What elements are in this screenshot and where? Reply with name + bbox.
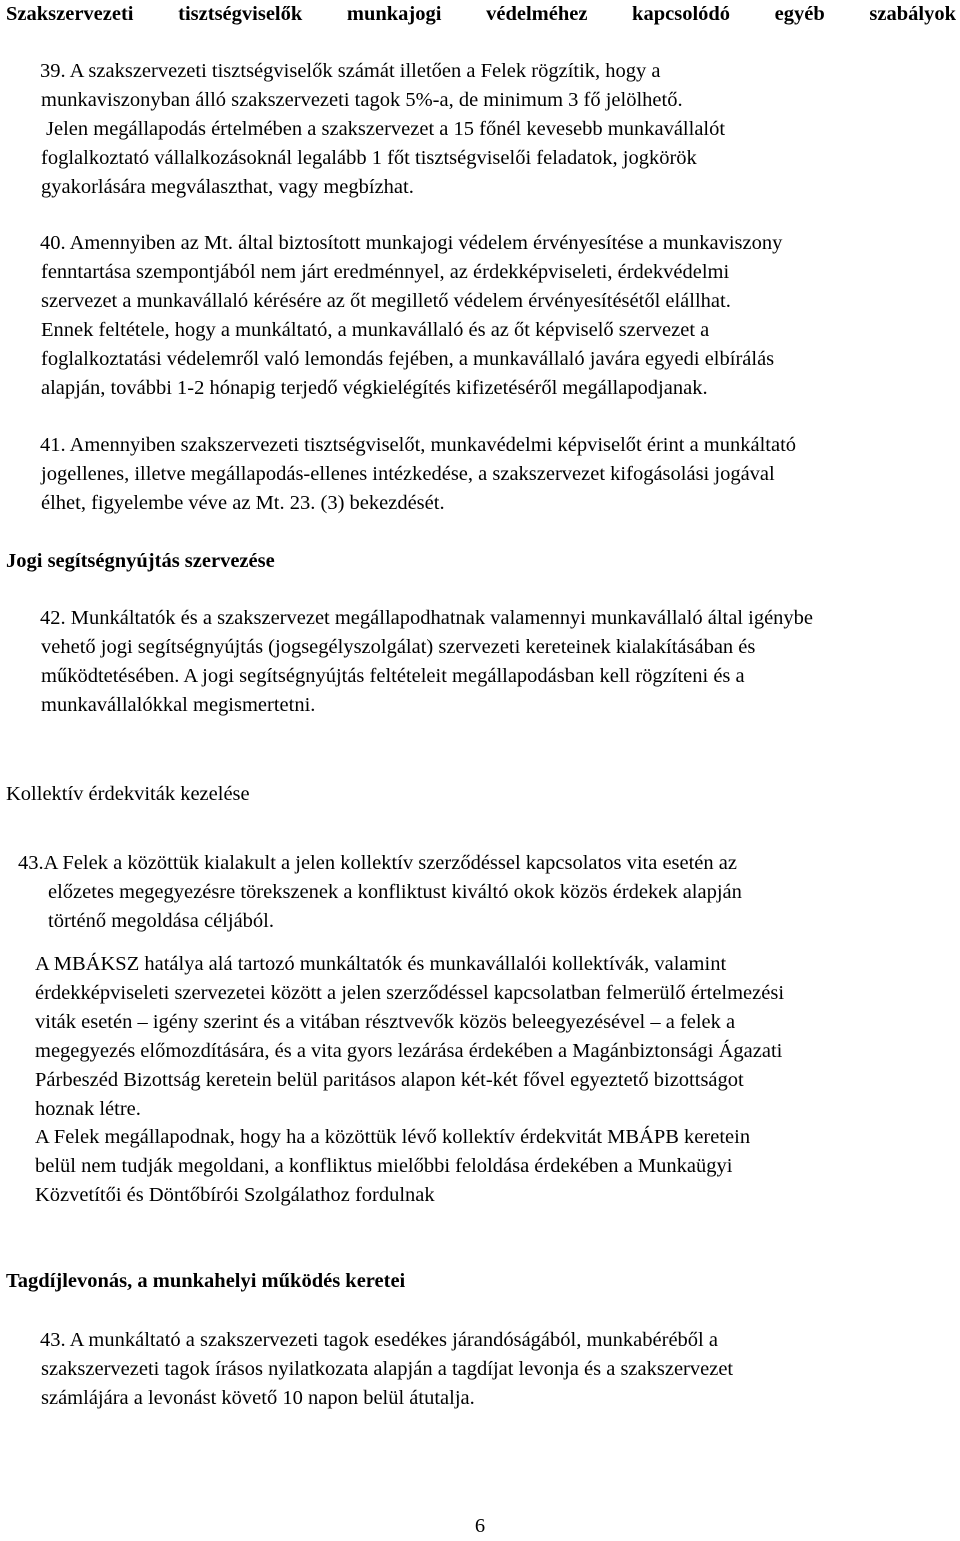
paragraph-felek-agreement: [35, 1123, 956, 1210]
paragraph-dues-line-2: szakszervezeti tagok írásos nyilatkozata alapján a tagdíjat levonja és a szakszervezet: [41, 1358, 734, 1380]
paragraph-39-line-2: munkaviszonyban álló szakszervezeti tagok 5%-a, de minimum 3 fő jelölhető.: [41, 89, 683, 111]
section-heading-dues-deduction: Tagdíjlevonás, a munkahelyi működés keretei: [6, 1270, 406, 1292]
paragraph-40: [6, 229, 956, 403]
paragraph-mbaksz-line-1: A MBÁKSZ hatálya alá tartozó munkáltatók és munkavállalói kollektívák, valamint: [35, 953, 727, 975]
section-heading-collective-disputes: Kollektív érdekviták kezelése: [6, 783, 250, 805]
paragraph-mbaksz: [35, 950, 956, 1124]
paragraph-43-number: 43.: [18, 852, 44, 874]
section-heading-legal-aid: Jogi segítségnyújtás szervezése: [6, 550, 275, 572]
paragraph-42-line-1: 42. Munkáltatók és a szakszervezet megállapodhatnak valamennyi munkavállaló által igénybe: [40, 607, 814, 629]
paragraph-42-line-4: munkavállalókkal megismertetni.: [41, 694, 316, 716]
paragraph-43-line-1: [18, 849, 956, 878]
section-heading-union-officials: Szakszervezeti tisztségviselők munkajogi védelméhez kapcsolódó egyéb szabályok: [6, 3, 956, 25]
paragraph-40-line-1: 40. Amennyiben az Mt. által biztosított munkajogi védelem érvényesítése a munkaviszony: [40, 232, 783, 254]
paragraph-mbaksz-line-3: viták esetén – igény szerint és a vitában résztvevők közös beleegyezésével – a felek a: [35, 1011, 736, 1033]
paragraph-felek-line-3: Közvetítői és Döntőbírói Szolgálathoz fordulnak: [35, 1184, 435, 1206]
paragraph-41-line-3: élhet, figyelembe véve az Mt. 23. (3) bekezdését.: [41, 492, 445, 514]
paragraph-42: [6, 604, 956, 720]
paragraph-39-line-4: foglalkoztató vállalkozásoknál legalább 1 főt tisztségviselői feladatok, jogkörök: [41, 147, 697, 169]
paragraph-42-line-3: működtetésében. A jogi segítségnyújtás feltételeit megállapodásban kell rögzíteni és a: [41, 665, 745, 687]
paragraph-felek-line-1: A Felek megállapodnak, hogy ha a közöttük lévő kollektív érdekvitát MBÁPB keretein: [35, 1126, 751, 1148]
paragraph-41: [6, 431, 956, 518]
paragraph-41-line-2: jogellenes, illetve megállapodás-ellenes intézkedése, a szakszervezet kifogásolási jogával: [41, 463, 775, 485]
paragraph-mbaksz-line-5: Párbeszéd Bizottság keretein belül paritásos alapon két-két fővel egyeztető bizottságot: [35, 1069, 744, 1091]
paragraph-felek-line-2: belül nem tudják megoldani, a konfliktus mielőbbi feloldása érdekében a Munkaügyi: [35, 1155, 733, 1177]
paragraph-mbaksz-line-4: megegyezés előmozdítására, és a vita gyors lezárása érdekében a Magánbiztonsági Ágazati: [35, 1040, 783, 1062]
paragraph-dues-line-3: számlájára a levonást követő 10 napon belül átutalja.: [41, 1387, 475, 1409]
paragraph-41-line-1: 41. Amennyiben szakszervezeti tisztségviselőt, munkavédelmi képviselőt érint a munkáltató: [40, 434, 797, 456]
paragraph-dues-line-1: 43. A munkáltató a szakszervezeti tagok esedékes járandóságából, munkabéréből a: [40, 1329, 718, 1351]
paragraph-43-line-2: előzetes megegyezésre törekszenek a konfliktust kiváltó okok közös érdekek alapján: [48, 881, 742, 903]
paragraph-40-line-4: Ennek feltétele, hogy a munkáltató, a munkavállaló és az őt képviselő szervezet a: [41, 319, 710, 341]
paragraph-40-line-3: szervezet a munkavállaló kérésére az őt megillető védelem érvényesítésétől elállhat.: [41, 290, 731, 312]
paragraph-40-line-5: foglalkoztatási védelemről való lemondás fejében, a munkavállaló javára egyedi elbírálás: [41, 348, 775, 370]
paragraph-dues-43: [6, 1326, 956, 1413]
paragraph-39-line-5: gyakorlására megválaszthat, vagy megbízhat.: [41, 176, 414, 198]
paragraph-40-line-6: alapján, további 1-2 hónapig terjedő végkielégítés kifizetéséről megállapodjanak.: [41, 377, 708, 399]
paragraph-39: [6, 57, 956, 202]
paragraph-40-line-2: fenntartása szempontjából nem járt eredménnyel, az érdekképviseleti, érdekvédelmi: [41, 261, 730, 283]
paragraph-43-line-1-text: A Felek a közöttük kialakult a jelen kollektív szerződéssel kapcsolatos vita esetén az: [43, 852, 737, 874]
paragraph-mbaksz-line-2: érdekképviseleti szervezetei között a jelen szerződéssel kapcsolatban felmerülő értelmezési: [35, 982, 785, 1004]
paragraph-mbaksz-line-6: hoznak létre.: [35, 1098, 141, 1120]
page-number: 6: [474, 1515, 486, 1537]
paragraph-42-line-2: vehető jogi segítségnyújtás (jogsegélyszolgálat) szervezeti kereteinek kialakításában és: [41, 636, 756, 658]
paragraph-43-line-3: történő megoldása céljából.: [48, 910, 274, 932]
paragraph-39-line-3: Jelen megállapodás értelmében a szakszervezet a 15 főnél kevesebb munkavállalót: [46, 118, 726, 140]
paragraph-43: [18, 849, 956, 936]
paragraph-39-line-1: 39. A szakszervezeti tisztségviselők számát illetően a Felek rögzítik, hogy a: [40, 60, 661, 82]
